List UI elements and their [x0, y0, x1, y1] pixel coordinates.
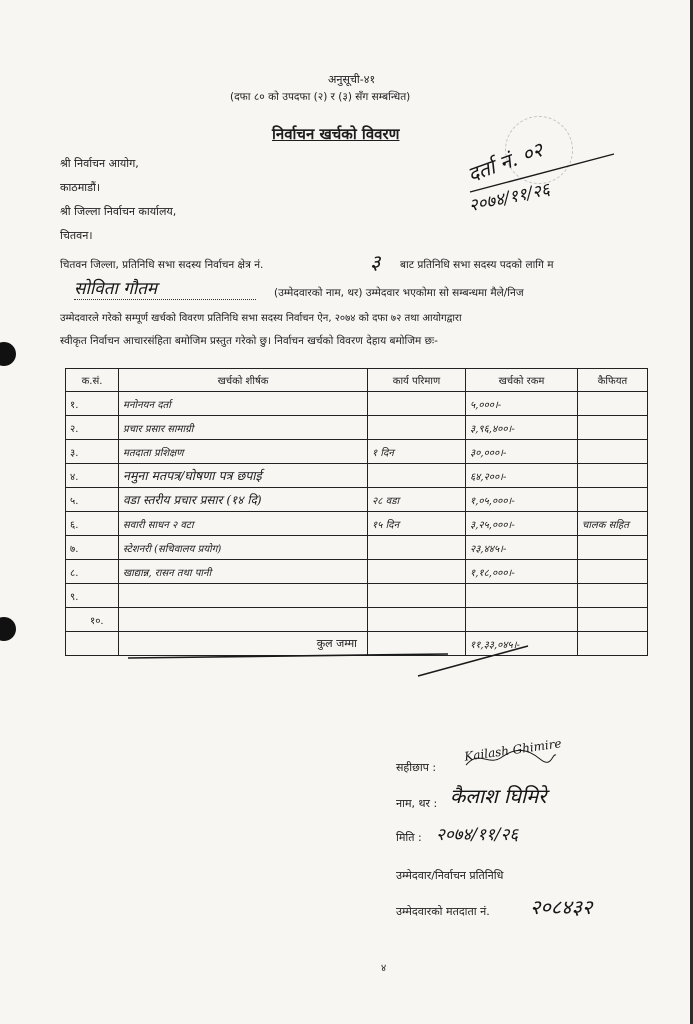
registration-number: दर्ता नं. ०२ [464, 137, 547, 187]
total-spacer [66, 632, 119, 656]
row-quantity: १५ दिन [368, 512, 466, 536]
row-quantity [368, 464, 466, 488]
row-quantity [368, 584, 466, 608]
addressee-line: श्री निर्वाचन आयोग, [60, 157, 139, 170]
row-serial: ३. [66, 440, 119, 464]
table-row [66, 440, 648, 464]
table-row [66, 416, 648, 440]
row-serial: ५. [66, 488, 119, 512]
header-serial: क.सं. [66, 369, 119, 392]
header-title: खर्चको शीर्षक [119, 369, 368, 392]
legal-reference: (दफा ८० को उपदफा (२) र (३) सँग सम्बन्धित) [230, 91, 411, 103]
row-serial: ९. [66, 584, 119, 608]
row-title: नमुना मतपत्र/घोषणा पत्र छपाई [119, 464, 368, 488]
schedule-number: अनुसूची-४१ [328, 73, 376, 86]
row-title: स्टेशनरी (सचिवालय प्रयोग) [119, 536, 368, 560]
row-quantity [368, 608, 466, 632]
punch-hole [0, 617, 16, 641]
table-row [66, 464, 648, 488]
total-amount: ११,३३,०४५।- [466, 632, 578, 656]
submission-date: २०७४/११/२६ [436, 825, 519, 845]
table-row [66, 584, 648, 608]
row-amount: ३०,०००।- [466, 440, 578, 464]
header-amount: खर्चको रकम [466, 369, 578, 392]
signature-scribble [462, 745, 558, 771]
void-strike-lines [118, 640, 538, 680]
table-row [66, 512, 648, 536]
name-label: नाम, थर : [396, 797, 438, 810]
table-row [66, 560, 648, 584]
table-row [66, 608, 648, 632]
expense-table [65, 368, 648, 656]
row-serial: ४. [66, 464, 119, 488]
table-row [66, 392, 648, 416]
row-amount: २३,४४५।- [466, 536, 578, 560]
row-remarks [578, 392, 648, 416]
body-text: (उम्मेदवारको नाम, थर) उम्मेदवार भएकोमा सो सम्बन्धमा मैले/निज [274, 287, 524, 299]
header-quantity: कार्य परिमाण [368, 369, 466, 392]
row-remarks [578, 536, 648, 560]
row-remarks [578, 440, 648, 464]
body-text: उम्मेदवारले गरेको सम्पूर्ण खर्चको विवरण प्रतिनिधि सभा सदस्य निर्वाचन ऐन, २०७४ को दफा ७२ तथा आयोगद्वारा [60, 313, 462, 324]
row-amount: ३,२५,०००।- [466, 512, 578, 536]
row-title [119, 584, 368, 608]
row-remarks [578, 584, 648, 608]
row-title: मनोनयन दर्ता [119, 392, 368, 416]
table-row [66, 488, 648, 512]
row-remarks [578, 488, 648, 512]
row-quantity: १ दिन [368, 440, 466, 464]
constituency-number: ३ [370, 250, 381, 274]
row-remarks [578, 608, 648, 632]
registration-date: २०७४/११/२६ [467, 179, 552, 217]
signatory-name: कैलाश घिमिरे [450, 784, 547, 808]
body-text: चितवन जिल्ला, प्रतिनिधि सभा सदस्य निर्वाचन क्षेत्र नं. [60, 259, 264, 271]
table-row [66, 536, 648, 560]
row-serial: ६. [66, 512, 119, 536]
total-label: कुल जम्मा [119, 632, 368, 656]
body-text: स्वीकृत निर्वाचन आचारसंहिता बमोजिम प्रस्तुत गरेको छु। निर्वाचन खर्चको विवरण देहाय बमोजिम छः- [60, 335, 438, 347]
page-mark: ४ [381, 963, 387, 974]
row-quantity [368, 392, 466, 416]
row-title [119, 608, 368, 632]
header-remarks: कैफियत [578, 369, 648, 392]
row-amount: ६४,२००।- [466, 464, 578, 488]
signature-label: सहीछाप : [396, 761, 437, 774]
row-serial: ८. [66, 560, 119, 584]
body-text: बाट प्रतिनिधि सभा सदस्य पदको लागि म [400, 259, 554, 271]
signatory-role: उम्मेदवार/निर्वाचन प्रतिनिधि [396, 869, 504, 882]
row-quantity: २८ वडा [368, 488, 466, 512]
voter-number-label: उम्मेदवारको मतदाता नं. [396, 905, 490, 918]
row-title: मतदाता प्रशिक्षण [119, 440, 368, 464]
row-title: प्रचार प्रसार सामाग्री [119, 416, 368, 440]
page-title: निर्वाचन खर्चको विवरण [272, 125, 400, 143]
row-amount: १,०५,०००।- [466, 488, 578, 512]
addressee-line: श्री जिल्ला निर्वाचन कार्यालय, [60, 205, 177, 218]
row-quantity [368, 560, 466, 584]
punch-hole [0, 342, 16, 366]
row-serial: १. [66, 392, 119, 416]
signature: Kailash Ghimire [463, 736, 563, 764]
row-serial: २. [66, 416, 119, 440]
addressee-line: काठमाडौं। [60, 181, 101, 194]
row-title: सवारी साधन २ वटा [119, 512, 368, 536]
row-remarks [578, 464, 648, 488]
row-title: वडा स्तरीय प्रचार प्रसार (१४ दि) [119, 488, 368, 512]
addressee-line: चितवन। [60, 229, 93, 242]
date-label: मिति : [396, 831, 422, 844]
row-amount: १,१८,०००।- [466, 560, 578, 584]
total-spacer [578, 632, 648, 656]
voter-number: २०८४३२ [530, 895, 593, 919]
row-remarks [578, 560, 648, 584]
row-serial: १०. [66, 608, 119, 632]
row-title: खाद्यान्न, रासन तथा पानी [119, 560, 368, 584]
row-quantity [368, 536, 466, 560]
row-quantity [368, 416, 466, 440]
row-amount: ५,०००।- [466, 392, 578, 416]
candidate-name: सोविता गौतम [74, 276, 256, 300]
table-header-row [66, 369, 648, 392]
row-remarks [578, 416, 648, 440]
row-amount: ३,९६,४००।- [466, 416, 578, 440]
row-amount [466, 608, 578, 632]
row-serial: ७. [66, 536, 119, 560]
row-remarks: चालक सहित [578, 512, 648, 536]
row-amount [466, 584, 578, 608]
